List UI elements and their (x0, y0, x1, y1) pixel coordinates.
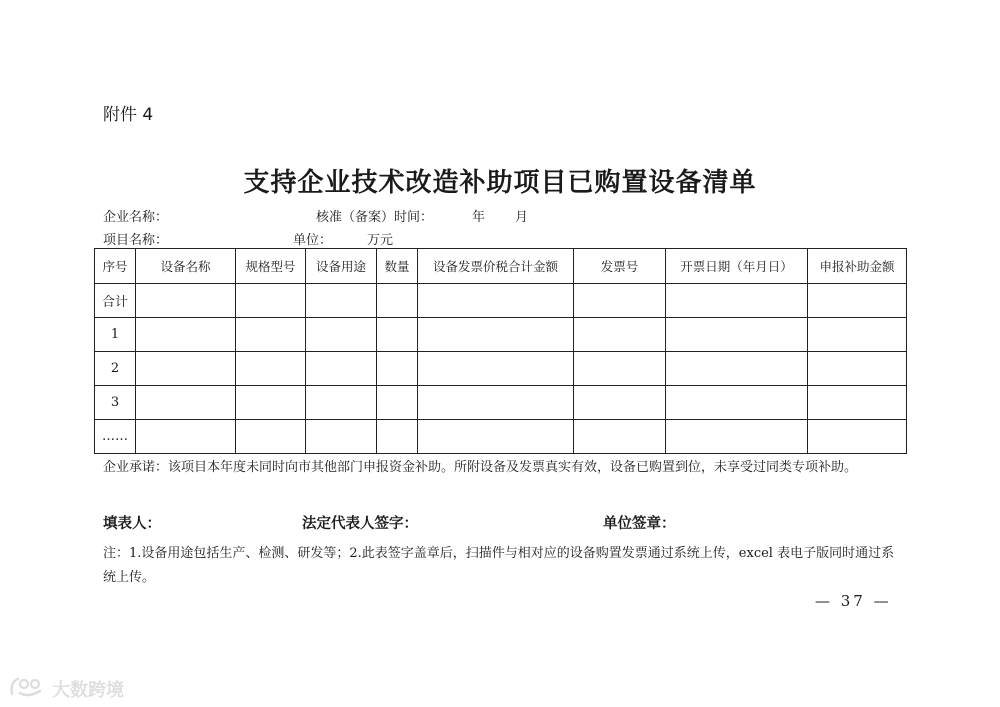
table-cell[interactable] (574, 420, 666, 454)
table-cell[interactable] (306, 318, 377, 352)
table-cell[interactable] (418, 386, 574, 420)
watermark-logo-icon (8, 676, 48, 702)
table-cell[interactable] (306, 420, 377, 454)
table-cell[interactable] (574, 386, 666, 420)
row-index: 合计 (95, 284, 136, 318)
header-usage: 设备用途 (306, 249, 377, 284)
header-index: 序号 (95, 249, 136, 284)
table-cell[interactable] (377, 318, 418, 352)
filler-signature-label: 填表人： (103, 516, 161, 532)
table-cell[interactable] (136, 420, 236, 454)
table-cell[interactable] (808, 386, 907, 420)
table-cell[interactable] (418, 352, 574, 386)
watermark (8, 676, 124, 702)
project-name-label: 项目名称： (103, 233, 169, 248)
header-quantity: 数量 (377, 249, 418, 284)
table-cell[interactable] (418, 420, 574, 454)
table-cell[interactable] (306, 386, 377, 420)
table-cell[interactable] (377, 284, 418, 318)
table-header-row (95, 249, 907, 284)
unit-value: 万元 (367, 233, 394, 248)
company-commitment: 企业承诺：该项目本年度未同时向市其他部门申报资金补助。所附设备及发票真实有效，设备已购置到位，未享受过同类专项补助。 (103, 460, 858, 475)
table-cell[interactable] (808, 352, 907, 386)
attachment-label: 附件 4 (103, 105, 154, 125)
header-invoice-date: 开票日期（年月日） (666, 249, 808, 284)
company-name-label: 企业名称： (103, 210, 169, 225)
table-cell[interactable] (136, 318, 236, 352)
table-cell[interactable] (418, 318, 574, 352)
table-cell[interactable] (574, 284, 666, 318)
table-row (95, 420, 907, 454)
table-cell[interactable] (136, 284, 236, 318)
table-cell[interactable] (666, 284, 808, 318)
unit-label: 单位： (293, 233, 333, 248)
page-number: — 37 — (815, 592, 892, 610)
table-row (95, 284, 907, 318)
table-cell[interactable] (306, 352, 377, 386)
month-label: 月 (515, 210, 529, 225)
table-cell[interactable] (574, 318, 666, 352)
table-row (95, 318, 907, 352)
table-cell[interactable] (666, 386, 808, 420)
year-label: 年 (472, 210, 486, 225)
table-cell[interactable] (574, 352, 666, 386)
row-index: 2 (95, 352, 136, 386)
table-cell[interactable] (136, 352, 236, 386)
table-cell[interactable] (808, 284, 907, 318)
row-index: 3 (95, 386, 136, 420)
table-cell[interactable] (377, 352, 418, 386)
header-subsidy-amount: 申报补助金额 (808, 249, 907, 284)
table-cell[interactable] (236, 318, 306, 352)
table-cell[interactable] (808, 420, 907, 454)
table-cell[interactable] (236, 352, 306, 386)
table-cell[interactable] (666, 352, 808, 386)
table-cell[interactable] (236, 420, 306, 454)
row-index: 1 (95, 318, 136, 352)
table-row (95, 352, 907, 386)
table-cell[interactable] (666, 318, 808, 352)
table-cell[interactable] (666, 420, 808, 454)
table-cell[interactable] (418, 284, 574, 318)
header-model: 规格型号 (236, 249, 306, 284)
header-invoice-amount: 设备发票价税合计金额 (418, 249, 574, 284)
legal-rep-signature-label: 法定代表人签字： (302, 516, 418, 532)
approval-time-label: 核准（备案）时间： (316, 210, 434, 225)
unit-seal-label: 单位签章： (603, 516, 676, 532)
equipment-table (94, 248, 907, 454)
table-cell[interactable] (236, 284, 306, 318)
table-cell[interactable] (136, 386, 236, 420)
header-equipment-name: 设备名称 (136, 249, 236, 284)
row-index: …… (95, 420, 136, 454)
table-cell[interactable] (306, 284, 377, 318)
watermark-text: 大数跨境 (52, 680, 124, 701)
table-row (95, 386, 907, 420)
footnote: 注：1.设备用途包括生产、检测、研发等；2.此表签字盖章后，扫描件与相对应的设备购置发票通过系统上传，excel 表电子版同时通过系统上传。 (103, 546, 895, 585)
header-invoice-number: 发票号 (574, 249, 666, 284)
table-cell[interactable] (236, 386, 306, 420)
table-cell[interactable] (808, 318, 907, 352)
table-cell[interactable] (377, 386, 418, 420)
page-title: 支持企业技术改造补助项目已购置设备清单 (243, 168, 757, 198)
table-cell[interactable] (377, 420, 418, 454)
